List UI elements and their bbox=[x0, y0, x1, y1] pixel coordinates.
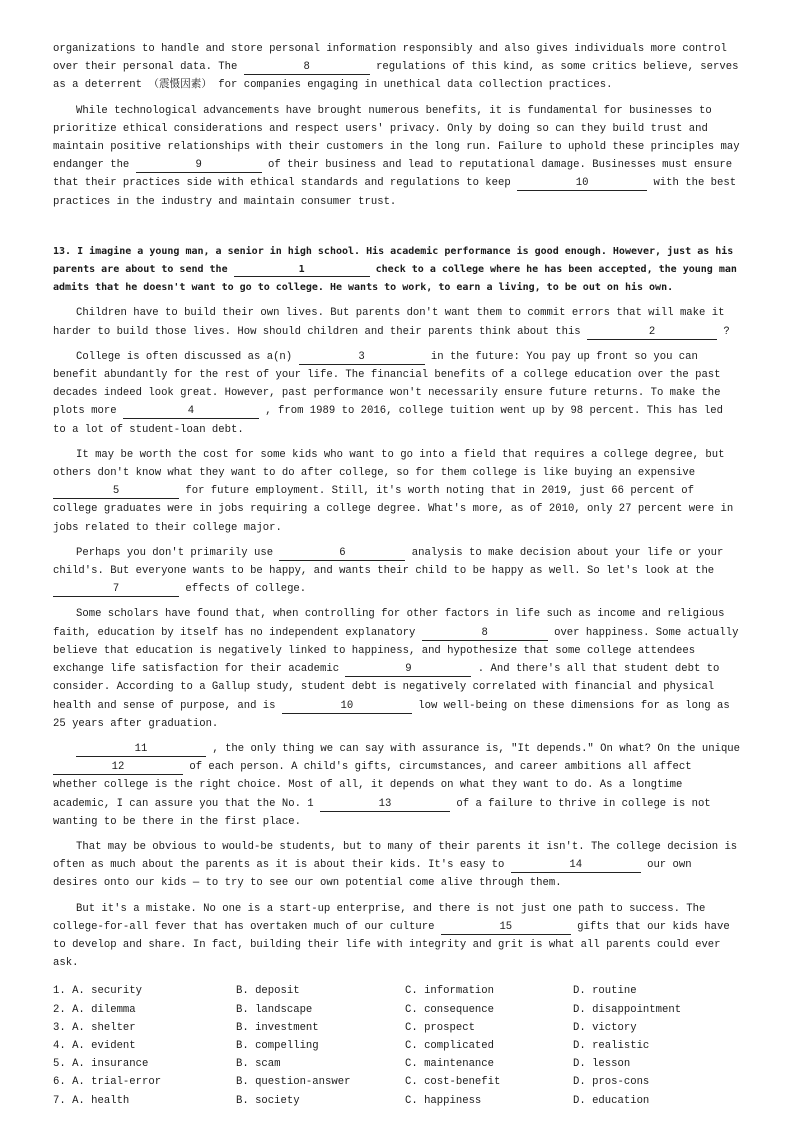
option-b[interactable]: B. society bbox=[236, 1094, 300, 1107]
paragraph-text: our own desires onto our kids — to try to see our own potential come alive through them. bbox=[53, 859, 692, 890]
blank-10b[interactable]: 10 bbox=[282, 700, 412, 714]
blank-14[interactable]: 14 bbox=[511, 859, 641, 873]
paragraph-text: Perhaps you don't primarily use bbox=[76, 546, 280, 559]
blank-11[interactable]: 11 bbox=[76, 743, 206, 757]
option-d[interactable]: D. pros-cons bbox=[573, 1076, 650, 1089]
blank-9b[interactable]: 9 bbox=[345, 663, 471, 677]
option-c[interactable]: C. maintenance bbox=[405, 1058, 495, 1071]
paragraph-text: That may be obvious to would-be students, but to many of their parents it isn't. The college decision is often as much about the parents as it is about their kids. It's easy to bbox=[53, 840, 738, 872]
question-13-paragraph-5 bbox=[53, 605, 741, 732]
option-c[interactable]: C. information bbox=[405, 985, 495, 998]
question-13-paragraph-3 bbox=[53, 446, 741, 537]
blank-8b[interactable]: 8 bbox=[422, 627, 548, 641]
paragraph-text: While technological advancements have brought numerous benefits, it is fundamental for businesses to prioritize ethical considerations and respect users' privacy. Only by doing so can they build trust and maintain positive relationships with their customers in the long run. Failure to uphold these principles may endanger the bbox=[53, 104, 740, 172]
intro-text: check to a college where he has been accepted, the young man admits that he doesn't want to go to college. He wants to work, to earn a living, to be out on his own. bbox=[53, 264, 737, 294]
option-c[interactable]: C. cost-benefit bbox=[405, 1076, 501, 1089]
blank-7[interactable]: 7 bbox=[53, 583, 179, 597]
option-row-6 bbox=[53, 1073, 741, 1091]
paragraph-text: in the future: You pay up front so you can benefit abundantly for the rest of your life. The financial benefits of a college education over the past decades indeed look great. However, past performance won't necessarily ensure future returns. To make the plots more bbox=[53, 350, 721, 418]
option-a[interactable]: 4. A. evident bbox=[53, 1039, 136, 1052]
paragraph-text: Children have to build their own lives. But parents don't want them to commit errors that will make it harder to build those lives. How should children and their parents think about this bbox=[53, 307, 725, 338]
blank-13[interactable]: 13 bbox=[320, 798, 450, 812]
paragraph-text: But it's a mistake. No one is a start-up enterprise, and there is not just one path to success. The college-for-all fever that has overtaken much of our culture bbox=[53, 902, 706, 933]
paragraph-text: Some scholars have found that, when controlling for other factors in life such as income and religious faith, education by itself has no independent explanatory bbox=[53, 608, 725, 639]
option-b[interactable]: B. scam bbox=[236, 1058, 281, 1071]
question-13-paragraph-2 bbox=[53, 348, 741, 439]
paragraph-text: organizations to handle and store personal information responsibly and also gives individuals more control over their personal data. The bbox=[53, 43, 727, 74]
paragraph-text: effects of college. bbox=[179, 583, 307, 596]
document-page bbox=[53, 40, 741, 1110]
option-d[interactable]: D. routine bbox=[573, 985, 637, 998]
option-a[interactable]: 5. A. insurance bbox=[53, 1058, 149, 1071]
question-13-paragraph-4 bbox=[53, 544, 741, 599]
option-row-7 bbox=[53, 1092, 741, 1110]
option-b[interactable]: B. deposit bbox=[236, 985, 300, 998]
option-c[interactable]: C. consequence bbox=[405, 1003, 495, 1016]
paragraph-text: analysis to make decision about your life or your child's. But everyone wants to be happy, and wants their child to be happy as well. So let's look at the bbox=[53, 546, 724, 578]
paragraph-text: with the best practices in the industry and maintain consumer trust. bbox=[53, 177, 737, 208]
option-c[interactable]: C. prospect bbox=[405, 1021, 475, 1034]
paragraph-text: College is often discussed as a(n) bbox=[76, 350, 299, 363]
question-13-paragraph-7 bbox=[53, 838, 741, 893]
section-spacer bbox=[53, 211, 741, 243]
paragraph-text: low well-being on these dimensions for as long as 25 years after graduation. bbox=[53, 699, 730, 730]
paragraph-text: over happiness. Some actually believe that education is negatively linked to happiness, and hypothesize that some college attendees exchange life satisfaction for their academic bbox=[53, 626, 739, 676]
option-c[interactable]: C. happiness bbox=[405, 1094, 482, 1107]
option-a[interactable]: 6. A. trial-error bbox=[53, 1076, 162, 1089]
question-13-paragraph-1 bbox=[53, 304, 741, 340]
blank-5[interactable]: 5 bbox=[53, 485, 179, 499]
option-b[interactable]: B. investment bbox=[236, 1021, 319, 1034]
option-b[interactable]: B. landscape bbox=[236, 1003, 313, 1016]
blank-6[interactable]: 6 bbox=[279, 547, 405, 561]
question-13-paragraph-6 bbox=[53, 740, 741, 831]
blank-15[interactable]: 15 bbox=[441, 921, 571, 935]
paragraph-text: regulations of this kind, as some critics believe, serves as a deterrent （震慑因素） for companies engaging in unethical data collection practices. bbox=[53, 61, 739, 92]
option-a[interactable]: 1. A. security bbox=[53, 985, 143, 998]
option-row-2 bbox=[53, 1001, 741, 1019]
paragraph-text: , from 1989 to 2016, college tuition went up by 98 percent. This has led to a lot of student-loan debt. bbox=[53, 405, 724, 436]
paragraph-text: , the only thing we can say with assurance is, "It depends." On what? On the unique bbox=[206, 742, 741, 755]
option-a[interactable]: 2. A. dilemma bbox=[53, 1003, 136, 1016]
option-b[interactable]: B. question-answer bbox=[236, 1076, 351, 1089]
paragraph-text: of each person. A child's gifts, circumstances, and career ambitions all affect whether college is the right choice. Most of all, it depends on what they want to do. As a longtime academic, I can assure you that the No. 1 bbox=[53, 761, 692, 810]
blank-12[interactable]: 12 bbox=[53, 761, 183, 775]
option-row-4 bbox=[53, 1037, 741, 1055]
blank-10[interactable]: 10 bbox=[517, 177, 647, 191]
paragraph-text: for future employment. Still, it's worth noting that in 2019, just 66 percent of college graduates were in jobs requiring a college degree. What's more, as of 2010, only 27 percent were in jobs related to their college major. bbox=[53, 485, 734, 534]
passage-a-paragraph-2 bbox=[53, 102, 741, 211]
option-d[interactable]: D. disappointment bbox=[573, 1003, 682, 1016]
option-a[interactable]: 3. A. shelter bbox=[53, 1021, 136, 1034]
paragraph-text: . And there's all that student debt to consider. According to a Gallup study, student debt is negatively correlated with financial and physical health and sense of purpose, and is bbox=[53, 663, 720, 712]
paragraph-text: ? bbox=[717, 325, 730, 338]
question-13-intro bbox=[53, 243, 741, 298]
option-a[interactable]: 7. A. health bbox=[53, 1094, 130, 1107]
option-c[interactable]: C. complicated bbox=[405, 1039, 495, 1052]
blank-1[interactable]: 1 bbox=[234, 263, 370, 277]
blank-8[interactable]: 8 bbox=[244, 61, 370, 75]
option-b[interactable]: B. compelling bbox=[236, 1039, 319, 1052]
option-d[interactable]: D. education bbox=[573, 1094, 650, 1107]
blank-2[interactable]: 2 bbox=[587, 326, 717, 340]
option-d[interactable]: D. victory bbox=[573, 1021, 637, 1034]
option-row-5 bbox=[53, 1055, 741, 1073]
blank-9[interactable]: 9 bbox=[136, 159, 262, 173]
answer-options bbox=[53, 982, 741, 1109]
paragraph-text: of a failure to thrive in college is not wanting to be there in the first place. bbox=[53, 797, 711, 828]
option-d[interactable]: D. lesson bbox=[573, 1058, 631, 1071]
blank-3[interactable]: 3 bbox=[299, 351, 425, 365]
paragraph-text: gifts that our kids have to develop and share. In fact, building their life with integrity and grit is what all parents could ever ask. bbox=[53, 920, 730, 970]
paragraph-text: of their business and lead to reputational damage. Businesses must ensure that their practices side with ethical standards and regulations to keep bbox=[53, 159, 733, 190]
option-row-1 bbox=[53, 982, 741, 1000]
paragraph-text: It may be worth the cost for some kids who want to go into a field that requires a college degree, but others don't know what they want to do after college, so for them college is like buying an expensive bbox=[53, 448, 725, 480]
option-d[interactable]: D. realistic bbox=[573, 1039, 650, 1052]
blank-4[interactable]: 4 bbox=[123, 405, 259, 419]
option-row-3 bbox=[53, 1019, 741, 1037]
passage-a-paragraph-1 bbox=[53, 40, 741, 95]
question-13-paragraph-8 bbox=[53, 900, 741, 973]
intro-text: 13. I imagine a young man, a senior in high school. His academic performance is good enough. However, just as his parents are about to send the bbox=[53, 245, 734, 276]
